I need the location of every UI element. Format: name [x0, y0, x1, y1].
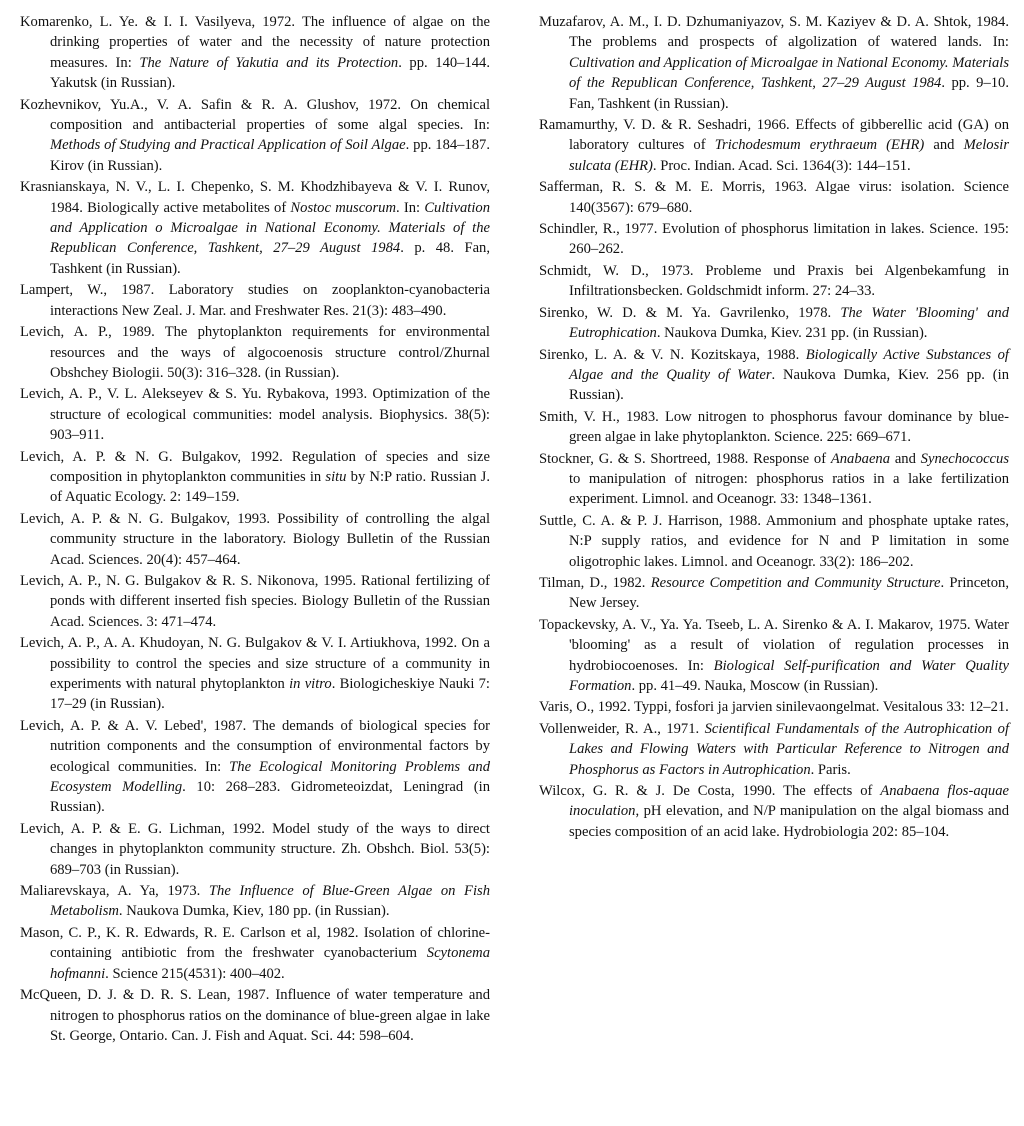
reference-text: Levich, A. P., A. A. Khudoyan, N. G. Bulgakov & V. I. Artiukhova, 1992. On a possibility to control the species and size structure of a community in experiments with natural phytoplankton [20, 635, 490, 692]
reference-entry [20, 923, 490, 984]
references-right-column [539, 12, 1009, 843]
reference-entry [539, 781, 1009, 842]
reference-text: . Science 215(4531): 400–402. [105, 965, 285, 982]
reference-entry [539, 303, 1009, 344]
reference-text: to manipulation of nitrogen: phosphorus ratios in a lake fertilization experiment. Limnol. and Oceanogr. 33: 1348–1361. [569, 470, 1009, 508]
reference-text: and [924, 137, 964, 154]
reference-entry [539, 511, 1009, 572]
reference-text: Maliarevskaya, A. Ya, 1973. [20, 883, 209, 900]
reference-entry [539, 449, 1009, 510]
reference-text: . Biologicheskiye Nauki 7: 17–29 (in Russian). [50, 676, 490, 713]
reference-text: Krasnianskaya, N. V., L. I. Chepenko, S. M. Khodzhibayeva & V. I. Runov, 1984. Biologically active metabolites of [20, 179, 490, 216]
reference-entry [20, 571, 490, 632]
reference-italic-text: in vitro [289, 676, 332, 692]
reference-text: Suttle, C. A. & P. J. Harrison, 1988. Ammonium and phosphate uptake rates, N:P supply ratios, and evidence for N and P limitation in some oligotrophic lakes. Limnol. and Oceanogr. 33(2): 186–202. [539, 512, 1009, 570]
reference-entry [539, 219, 1009, 260]
reference-entry [20, 95, 490, 177]
reference-entry [539, 115, 1009, 176]
reference-entry [539, 719, 1009, 780]
reference-entry [20, 280, 490, 321]
reference-text: Mason, C. P., K. R. Edwards, R. E. Carlson et al, 1982. Isolation of chlorine-containing antibiotic from the freshwater cyanobacterium [20, 924, 490, 962]
reference-entry [20, 177, 490, 279]
reference-text: Smith, V. H., 1983. Low nitrogen to phosphorus favour dominance by blue-green algae in lake phytoplankton. Science. 225: 669–671. [539, 408, 1009, 446]
reference-text: . Naukova Dumka, Kiev. 256 pp. (in Russian). [569, 366, 1009, 404]
reference-text: . pp. 184–187. Kirov (in Russian). [50, 137, 490, 174]
reference-entry [20, 716, 490, 818]
reference-italic-text: Anabaena flos-aquae inoculation [569, 783, 1009, 820]
reference-entry [20, 633, 490, 715]
reference-entry [20, 881, 490, 922]
reference-text: Tilman, D., 1982. [539, 574, 651, 591]
reference-text: Safferman, R. S. & M. E. Morris, 1963. Algae virus: isolation. Science 140(3567): 679–680. [539, 179, 1009, 216]
reference-italic-text: The Ecological Monitoring Problems and Ecosystem Modelling [50, 758, 490, 796]
reference-entry [539, 407, 1009, 448]
references-left-column [20, 12, 490, 1047]
reference-entry [20, 12, 490, 94]
reference-text: Komarenko, L. Ye. & I. I. Vasilyeva, 1972. The influence of algae on the drinking properties of water and the necessity of nature protection measures. In: [20, 14, 490, 71]
reference-text: Schindler, R., 1977. Evolution of phosphorus limitation in lakes. Science. 195: 260–262. [539, 221, 1009, 258]
reference-text: Vollenweider, R. A., 1971. [539, 720, 705, 737]
reference-entry [539, 177, 1009, 218]
reference-text: Sirenko, W. D. & M. Ya. Gavrilenko, 1978. [539, 304, 841, 321]
reference-text: Varis, O., 1992. Typpi, fosfori ja jarvien sinilevaongelmat. Vesitalous 33: 12–21. [539, 699, 1009, 716]
reference-text: by N:P ratio. Russian J. of Aquatic Ecology. 2: 149–159. [50, 468, 490, 506]
reference-italic-text: Melosir sulcata (EHR) [569, 137, 1009, 174]
reference-text: Levich, A. P., N. G. Bulgakov & R. S. Nikonova, 1995. Rational fertilizing of ponds with different inserted fish species. Biology Bulletin of the Russian Acad. Sciences. 3: 471–474. [20, 572, 490, 630]
reference-text: McQueen, D. J. & D. R. S. Lean, 1987. Influence of water temperature and nitrogen to phosphorus ratios on the dominance of blue-green algae in lake St. George, Ontario. Can. J. Fish and Aquat. Sci. 44: 598–604. [20, 987, 490, 1044]
reference-text: . pp. 140–144. Yakutsk (in Russian). [50, 54, 490, 92]
reference-text: , pH elevation, and N/P manipulation on the algal biomass and species composition of an acid lake. Hydrobiologia 202: 85–104. [569, 803, 1009, 840]
reference-text: Levich, A. P., 1989. The phytoplankton requirements for environmental resources and the ways of algocoenosis structure control/Zhurnal Obshchey Biologii. 50(3): 316–328. (in Russian). [20, 324, 490, 381]
reference-text: Wilcox, G. R. & J. De Costa, 1990. The effects of [539, 783, 881, 800]
reference-italic-text: Scytonema hofmanni [50, 945, 490, 982]
reference-text: Schmidt, W. D., 1973. Probleme und Praxis bei Algenbekamfung in Infiltrationsbecken. Goldschmidt inform. 27: 24–33. [539, 262, 1009, 300]
reference-entry [20, 447, 490, 508]
reference-text: . pp. 9–10. Fan, Tashkent (in Russian). [569, 75, 1009, 112]
reference-italic-text: Cultivation and Application o Microalgae in National Economy. Materials of the Republican Conference, Tashkent, 27–29 August 1984 [50, 199, 490, 257]
reference-italic-text: Anabaena [830, 450, 891, 467]
reference-text: . 10: 268–283. Gidrometeoizdat, Leningrad (in Russian). [50, 779, 490, 816]
reference-text: . Proc. Indian. Acad. Sci. 1364(3): 144–151. [652, 157, 911, 174]
reference-text: Kozhevnikov, Yu.A., V. A. Safin & R. A. Glushov, 1972. On chemical composition and antibacterial properties of some algal species. In: [20, 96, 490, 134]
reference-text: Ramamurthy, V. D. & R. Seshadri, 1966. Effects of gibberellic acid (GA) on laboratory cultures of [539, 117, 1009, 154]
reference-text: Muzafarov, A. M., I. D. Dzhumaniyazov, S. M. Kaziyev & D. A. Shtok, 1984. The problems and prospects of algolization of watered lands. In: [539, 14, 1009, 51]
reference-entry [539, 261, 1009, 302]
reference-italic-text: Biologically Active Substances of Algae and the Quality of Water [569, 346, 1009, 383]
reference-text: . Naukova Dumka, Kiev. 231 pp. (in Russian). [656, 325, 928, 342]
reference-entry [539, 573, 1009, 614]
reference-entry [539, 697, 1009, 717]
reference-text: Levich, A. P., V. L. Alekseyev & S. Yu. Rybakova, 1993. Optimization of the structure of ecological communities: model analysis. Biophysics. 38(5): 903–911. [20, 386, 490, 444]
reference-italic-text: The Influence of Blue-Green Algae on Fish Metabolism [50, 883, 490, 920]
reference-text: Levich, A. P. & E. G. Lichman, 1992. Model study of the ways to direct changes in phytoplankton community structure. Zh. Obshch. Biol. 53(5): 689–703 (in Russian). [20, 820, 490, 878]
reference-entry [20, 509, 490, 570]
reference-italic-text: Methods of Studying and Practical Application of Soil Algae [50, 137, 406, 154]
reference-text: Topackevsky, A. V., Ya. Ya. Tseeb, L. A. Sirenko & A. I. Makarov, 1975. Water 'blooming' as a result of violation of regulation processes in hydrobiocoenoses. In: [539, 616, 1009, 674]
reference-text: . p. 48. Fan, Tashkent (in Russian). [50, 240, 490, 277]
reference-text: . Paris. [810, 761, 851, 778]
reference-text: . Naukova Dumka, Kiev, 180 pp. (in Russian). [118, 903, 390, 920]
reference-text: Levich, A. P. & N. G. Bulgakov, 1992. Regulation of species and size composition in phytoplankton communities in [20, 448, 490, 485]
reference-text: Levich, A. P. & A. V. Lebed', 1987. The demands of biological species for nutrition components and the consumption of environmental factors by ecological communities. In: [20, 717, 490, 775]
reference-italic-text: The Nature of Yakutia and its Protection [139, 54, 399, 71]
reference-italic-text: Biological Self-purification and Water Quality Formation [569, 657, 1009, 694]
reference-entry [20, 384, 490, 445]
reference-text: . In: [396, 199, 425, 216]
reference-text: Lampert, W., 1987. Laboratory studies on zooplankton-cyanobacteria interactions New Zeal. J. Mar. and Freshwater Res. 21(3): 483–490. [20, 282, 490, 319]
reference-italic-text: The Water 'Blooming' and Eutrophication [569, 304, 1010, 342]
reference-text: Stockner, G. & S. Shortreed, 1988. Response of [539, 450, 831, 467]
reference-text: Levich, A. P. & N. G. Bulgakov, 1993. Possibility of controlling the algal community structure in the laboratory. Biology Bulletin of the Russian Acad. Sciences. 20(4): 457–464. [20, 510, 490, 568]
reference-italic-text: Cultivation and Application of Microalgae in National Economy. Materials of the Republican Conference, Tashkent, 27–29 August 1984 [569, 54, 1009, 92]
reference-italic-text: Scientifical Fundamentals of the Autrophication of Lakes and Flowing Waters with Particular Reference to Nitrogen and Phosphorus as Factors in Autrophication [569, 720, 1009, 778]
reference-entry [539, 615, 1009, 697]
reference-italic-text: situ [325, 468, 347, 485]
reference-italic-text: Resource Competition and Community Structure [650, 574, 941, 591]
reference-entry [20, 819, 490, 880]
reference-entry [20, 985, 490, 1046]
reference-text: . pp. 41–49. Nauka, Moscow (in Russian). [631, 678, 879, 694]
reference-text: . Princeton, New Jersey. [569, 574, 1009, 612]
reference-entry [539, 345, 1009, 406]
reference-text: and [890, 450, 921, 467]
reference-entry [539, 12, 1009, 114]
reference-text: Sirenko, L. A. & V. N. Kozitskaya, 1988. [539, 346, 806, 363]
reference-entry [20, 322, 490, 383]
reference-italic-text: Nostoc muscorum [290, 199, 396, 216]
reference-italic-text: Trichodesmum erythraeum (EHR) [714, 137, 925, 154]
reference-italic-text: Synechococcus [920, 450, 1009, 467]
